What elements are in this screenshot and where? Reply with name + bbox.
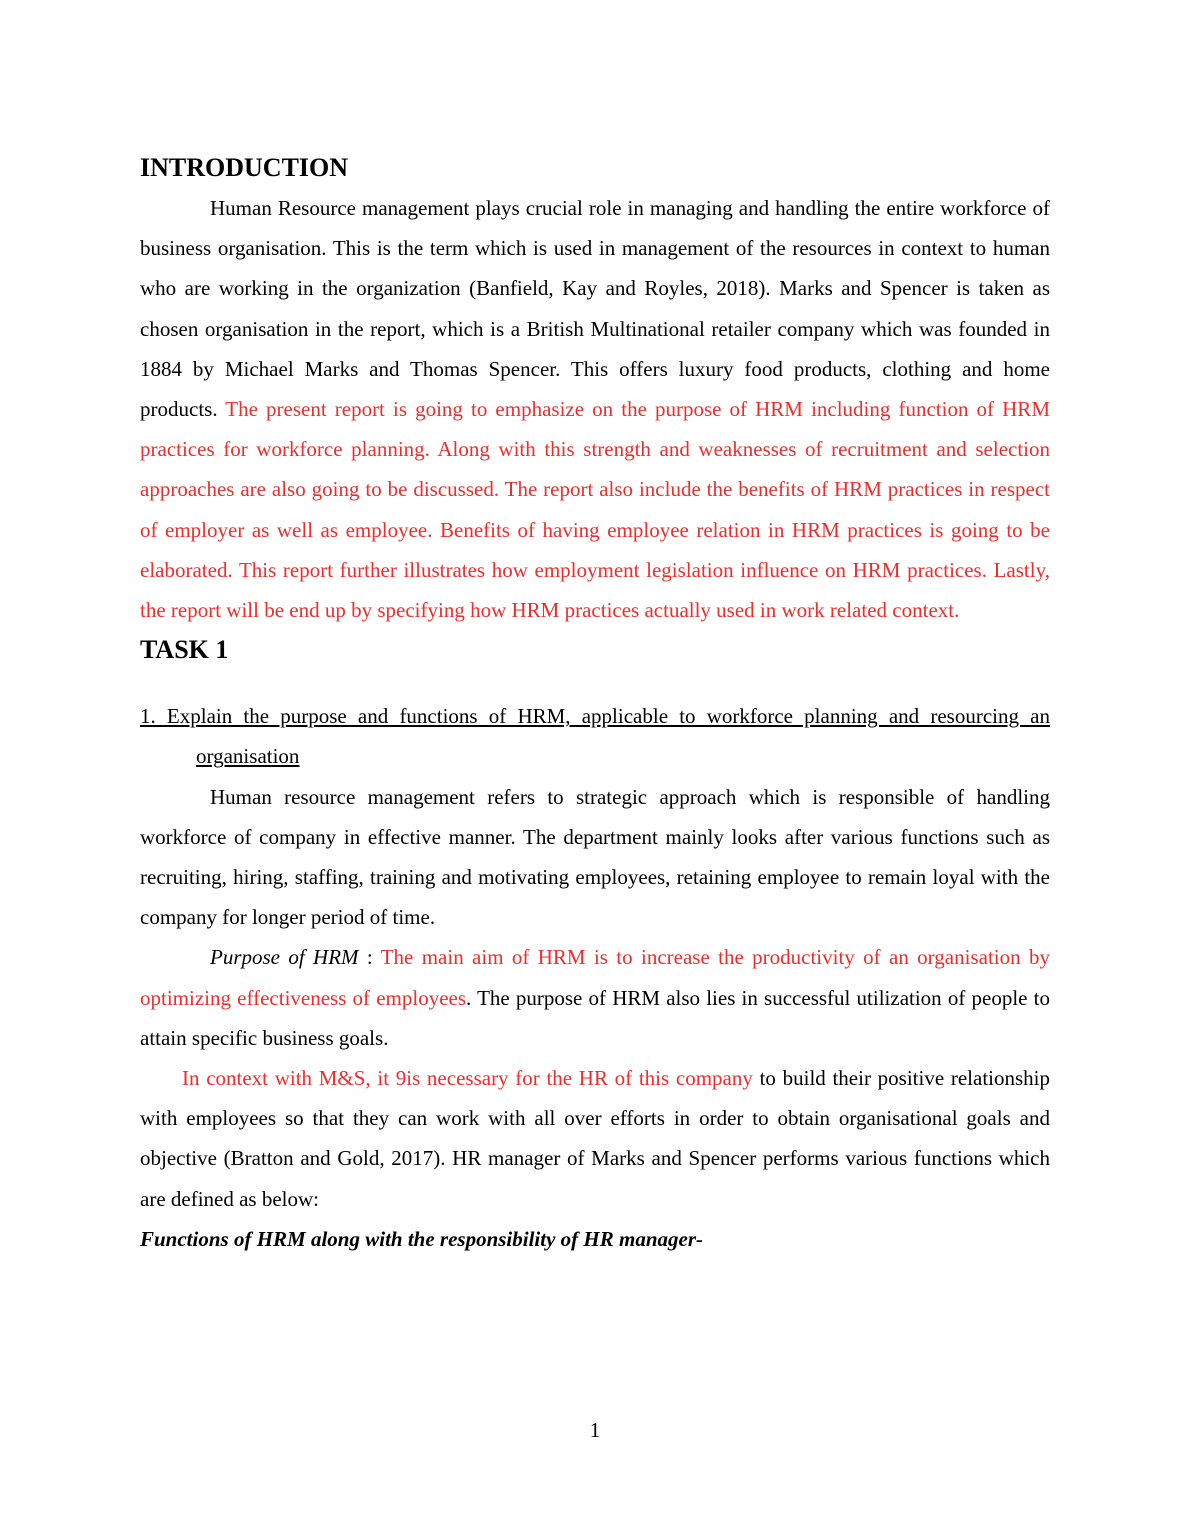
functions-heading: Functions of HRM along with the responsibility of HR manager- [140, 1226, 704, 1251]
page-number: 1 [589, 1418, 601, 1442]
introduction-text: Human Resource management plays crucial role in managing and handling the entire workforce of business organisation. This is the term which is used in management of the resources in context to human who are working in the organization (Banfield, Kay and Royles, 2018). Marks and Spencer is taken as chosen organisation in the report, which is a British Multinational retailer company which was founded in 1884 by Michael Marks and Thomas Spencer. This offers luxury food products, clothing and home products. [140, 196, 1050, 422]
purpose-paragraph [140, 937, 1050, 1058]
purpose-text: . The purpose of HRM also lies in successful utilization of people to attain specific business goals. [140, 985, 1050, 1050]
purpose-highlighted-text: The main aim of HRM is to increase the productivity of an organisation by optimizing effectiveness of employees [140, 945, 1050, 1010]
purpose-separator: : [358, 945, 381, 970]
hrm-definition-paragraph: Human resource management refers to strategic approach which is responsible of handling workforce of company in effective manner. The department mainly looks after various functions such as recruiting, hiring, staffing, training and motivating employees, retaining employee to remain loyal with the company for longer period of time. [140, 784, 1050, 930]
document-page [140, 148, 1050, 1259]
context-highlighted-text: In context with M&S, it 9is necessary for the HR of this company [182, 1066, 753, 1091]
task1-heading: TASK 1 [140, 635, 229, 665]
introduction-highlighted-text: The present report is going to emphasize on the purpose of HRM including function of HRM practices for workforce planning. Along with this strength and weaknesses of recruitment and selection approaches are also going to be discussed. The report also include the benefits of HRM practices in respect of employer as well as employee. Benefits of having employee relation in HRM practices is going to be elaborated. This report further illustrates how employment legislation influence on HRM practices. Lastly, the report will be end up by specifying how HRM practices actually used in work related context. [140, 397, 1050, 623]
task1-question: 1. Explain the purpose and functions of HRM, applicable to workforce planning and resourcing an organisation [140, 704, 1050, 769]
introduction-heading: INTRODUCTION [140, 153, 349, 182]
introduction-paragraph [140, 188, 1050, 630]
context-paragraph [140, 1058, 1050, 1219]
context-text: to build their positive relationship with employees so that they can work with all over efforts in order to obtain organisational goals and objective (Bratton and Gold, 2017). HR manager of Marks and Spencer performs various functions which are defined as below: [140, 1066, 1050, 1211]
purpose-label: Purpose of HRM [210, 945, 359, 970]
